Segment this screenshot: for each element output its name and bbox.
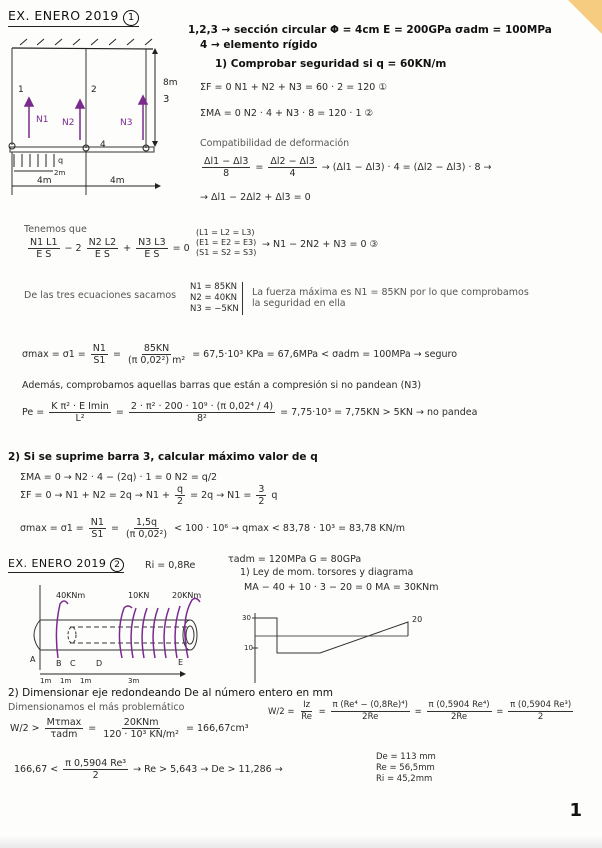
svg-text:10KN: 10KN [128,591,150,600]
compatibility-eq-1: $\frac{\Delta l1 - \Delta l3}{8}$ = $\frac{\Delta l2 - \Delta l3}{4}$ → (Δl1 − Δl3) · 4 = (Δl2 − Δl3) · 8 → [204,156,492,179]
final-ri: Ri = 45,2mm [376,774,433,784]
scan-edge-shadow [0,836,602,848]
svg-text:1: 1 [18,85,24,95]
page-number: 1 [569,800,582,821]
final-dimensions [376,752,436,785]
svg-text:2m: 2m [54,169,66,177]
final-re: Re = 56,5mm [376,763,435,773]
ex2-ma-equation: MA − 40 + 10 · 3 − 20 = 0 MA = 30KNm [244,582,439,593]
solutions-list [190,282,243,315]
compatibility-title: Compatibilidad de deformación [200,138,350,149]
torque-diagram-chart [240,608,440,683]
hooke-conditions: (L1 = L2 = L3) (E1 = E2 = E3) (S1 = S2 = S3) [196,228,257,257]
ex2-q2-sub: Dimensionamos el más problemático [8,702,185,713]
solution-n1: N1 = 85KN [190,282,238,292]
final-de: De = 113 mm [376,752,436,762]
svg-text:E: E [178,658,184,667]
q2-eq-moments: ΣMA = 0 → N2 · 4 − (2q) · 1 = 0 N2 = q/2 [20,472,218,483]
svg-text:q: q [58,156,64,165]
svg-text:2: 2 [91,85,97,95]
given-line-2: 4 → elemento rígido [200,39,318,51]
ex2-properties: τadm = 120MPa G = 80GPa [228,554,362,565]
svg-text:1m: 1m [60,677,72,685]
solve-note-2: la seguridad en ella [252,298,346,309]
ex2-title: EX. ENERO 2019 2 [8,558,124,573]
svg-text:30: 30 [242,614,251,622]
compatibility-eq-2: → Δl1 − 2Δl2 + Δl3 = 0 [200,192,311,203]
svg-text:1m: 1m [40,677,52,685]
tenemos-label: Tenemos que [24,224,87,235]
fraction: $\frac{\Delta l2 - \Delta l3}{4}$ [270,156,315,179]
buckling-eq: Pe = $\frac{\text{K π² · E Imin}}{\text{L²}}$ = $\frac{\text{2 · π² · 200 · 10⁹ · (π 0,02⁴ / 4)}}{\text{8²}}$ = 7,75·10³ = 7,75KN > 5KN → no pandea [22,401,478,424]
svg-text:4m: 4m [37,176,52,186]
svg-text:3: 3 [163,94,170,105]
w-section-modulus: W/2 = $\frac{Iz}{Re}$ = $\frac{\text{π (Re⁴ − (0,8Re)⁴)}}{2Re}$ = $\frac{\text{π (0,5904 Re⁴)}}{2Re}$ = $\frac{\text{π (0,5904 Re³)}}{2}$ [268,700,572,722]
question-2-title: 2) Si se suprime barra 3, calcular máximo valor de q [8,451,318,463]
ex2-question-2: 2) Dimensionar eje redondeando De al número entero en mm [8,687,333,699]
solve-intro: De las tres ecuaciones sacamos [24,290,177,301]
svg-text:20KNm: 20KNm [172,591,202,600]
svg-text:4m: 4m [110,176,125,186]
ex1-structure-diagram [5,30,190,195]
given-line-1: 1,2,3 → sección circular Φ = 4cm E = 200GPa σadm = 100MPa [188,24,552,36]
svg-text:N2: N2 [62,118,75,128]
solution-n3: N3 = −5KN [190,304,239,314]
ex2-question-1: 1) Ley de mom. torsores y diagrama [240,567,414,578]
svg-text:8m: 8m [163,78,178,88]
fraction: $\frac{\Delta l1 - \Delta l3}{8}$ [204,156,249,179]
svg-text:40KNm: 40KNm [56,591,86,600]
svg-text:N1: N1 [36,115,49,125]
solve-note-1: La fuerza máxima es N1 = 85KN por lo que comprobamos [252,287,529,298]
question-1-title: 1) Comprobar seguridad si q = 60KN/m [215,58,447,70]
svg-text:4: 4 [100,140,106,150]
solution-n2: N2 = 40KN [190,293,238,303]
q2-sigma-check: σmax = σ1 = $\frac{N1}{S1}$ = $\frac{1,5q}{\text{(π 0,02²)}}$ < 100 · 10⁶ → qmax < 83,78 · 10³ = 83,78 KN/m [20,517,406,540]
ex1-title-text: EX. ENERO 2019 [8,8,119,23]
svg-text:C: C [70,659,76,668]
eq-sum-moments: ΣMA = 0 N2 · 4 + N3 · 8 = 120 · 1 ② [200,108,374,119]
svg-text:D: D [96,659,103,668]
svg-text:1m: 1m [80,677,92,685]
svg-text:3m: 3m [128,677,140,685]
svg-text:A: A [30,655,36,664]
ex2-ri-relation: Ri = 0,8Re [145,560,196,571]
svg-text:20: 20 [412,615,423,624]
page-corner-fold [568,0,602,34]
buckling-intro: Además, comprobamos aquellas barras que están a compresión si no pandean (N3) [22,380,422,391]
ex1-title [8,10,139,27]
hooke-result: → N1 − 2N2 + N3 = 0 ③ [262,239,379,250]
eq-sum-forces: ΣF = 0 N1 + N2 + N3 = 60 · 2 = 120 ① [200,82,387,93]
w-requirement: W/2 > $\frac{M\tau\max}{\text{τadm}}$ = $\frac{\text{20KNm}}{\text{120 · 10³ KN/m²}}$ = 166,67cm³ [10,717,249,740]
svg-text:10: 10 [244,644,253,652]
sigma-check: σmax = σ1 = $\frac{N1}{S1}$ = $\frac{85KN}{\text{(π 0,02²) m²}}$ = 67,5·10³ KPa = 67,6MPa < σadm = 100MPa → seguro [22,343,458,366]
ex2-number-circle: 2 [110,558,124,572]
ex1-number-circle: 1 [123,10,139,26]
svg-text:N3: N3 [120,118,133,128]
hooke-equation: $\frac{N1 L1}{\text{E S}}$ − 2 $\frac{N2 L2}{\text{E S}}$ + $\frac{N3 L3}{\text{E S}}$ = 0 [30,237,190,260]
q2-eq-forces: ΣF = 0 → N1 + N2 = 2q → N1 + $\frac{q}{2}$ = 2q → N1 = $\frac{3}{2}$ q [20,484,278,507]
svg-text:B: B [56,659,62,668]
re-inequality: 166,67 < $\frac{\text{π 0,5904 Re³}}{2}$ → Re > 5,643 → De > 11,286 → [14,758,283,781]
ex2-shaft-diagram [20,580,210,685]
